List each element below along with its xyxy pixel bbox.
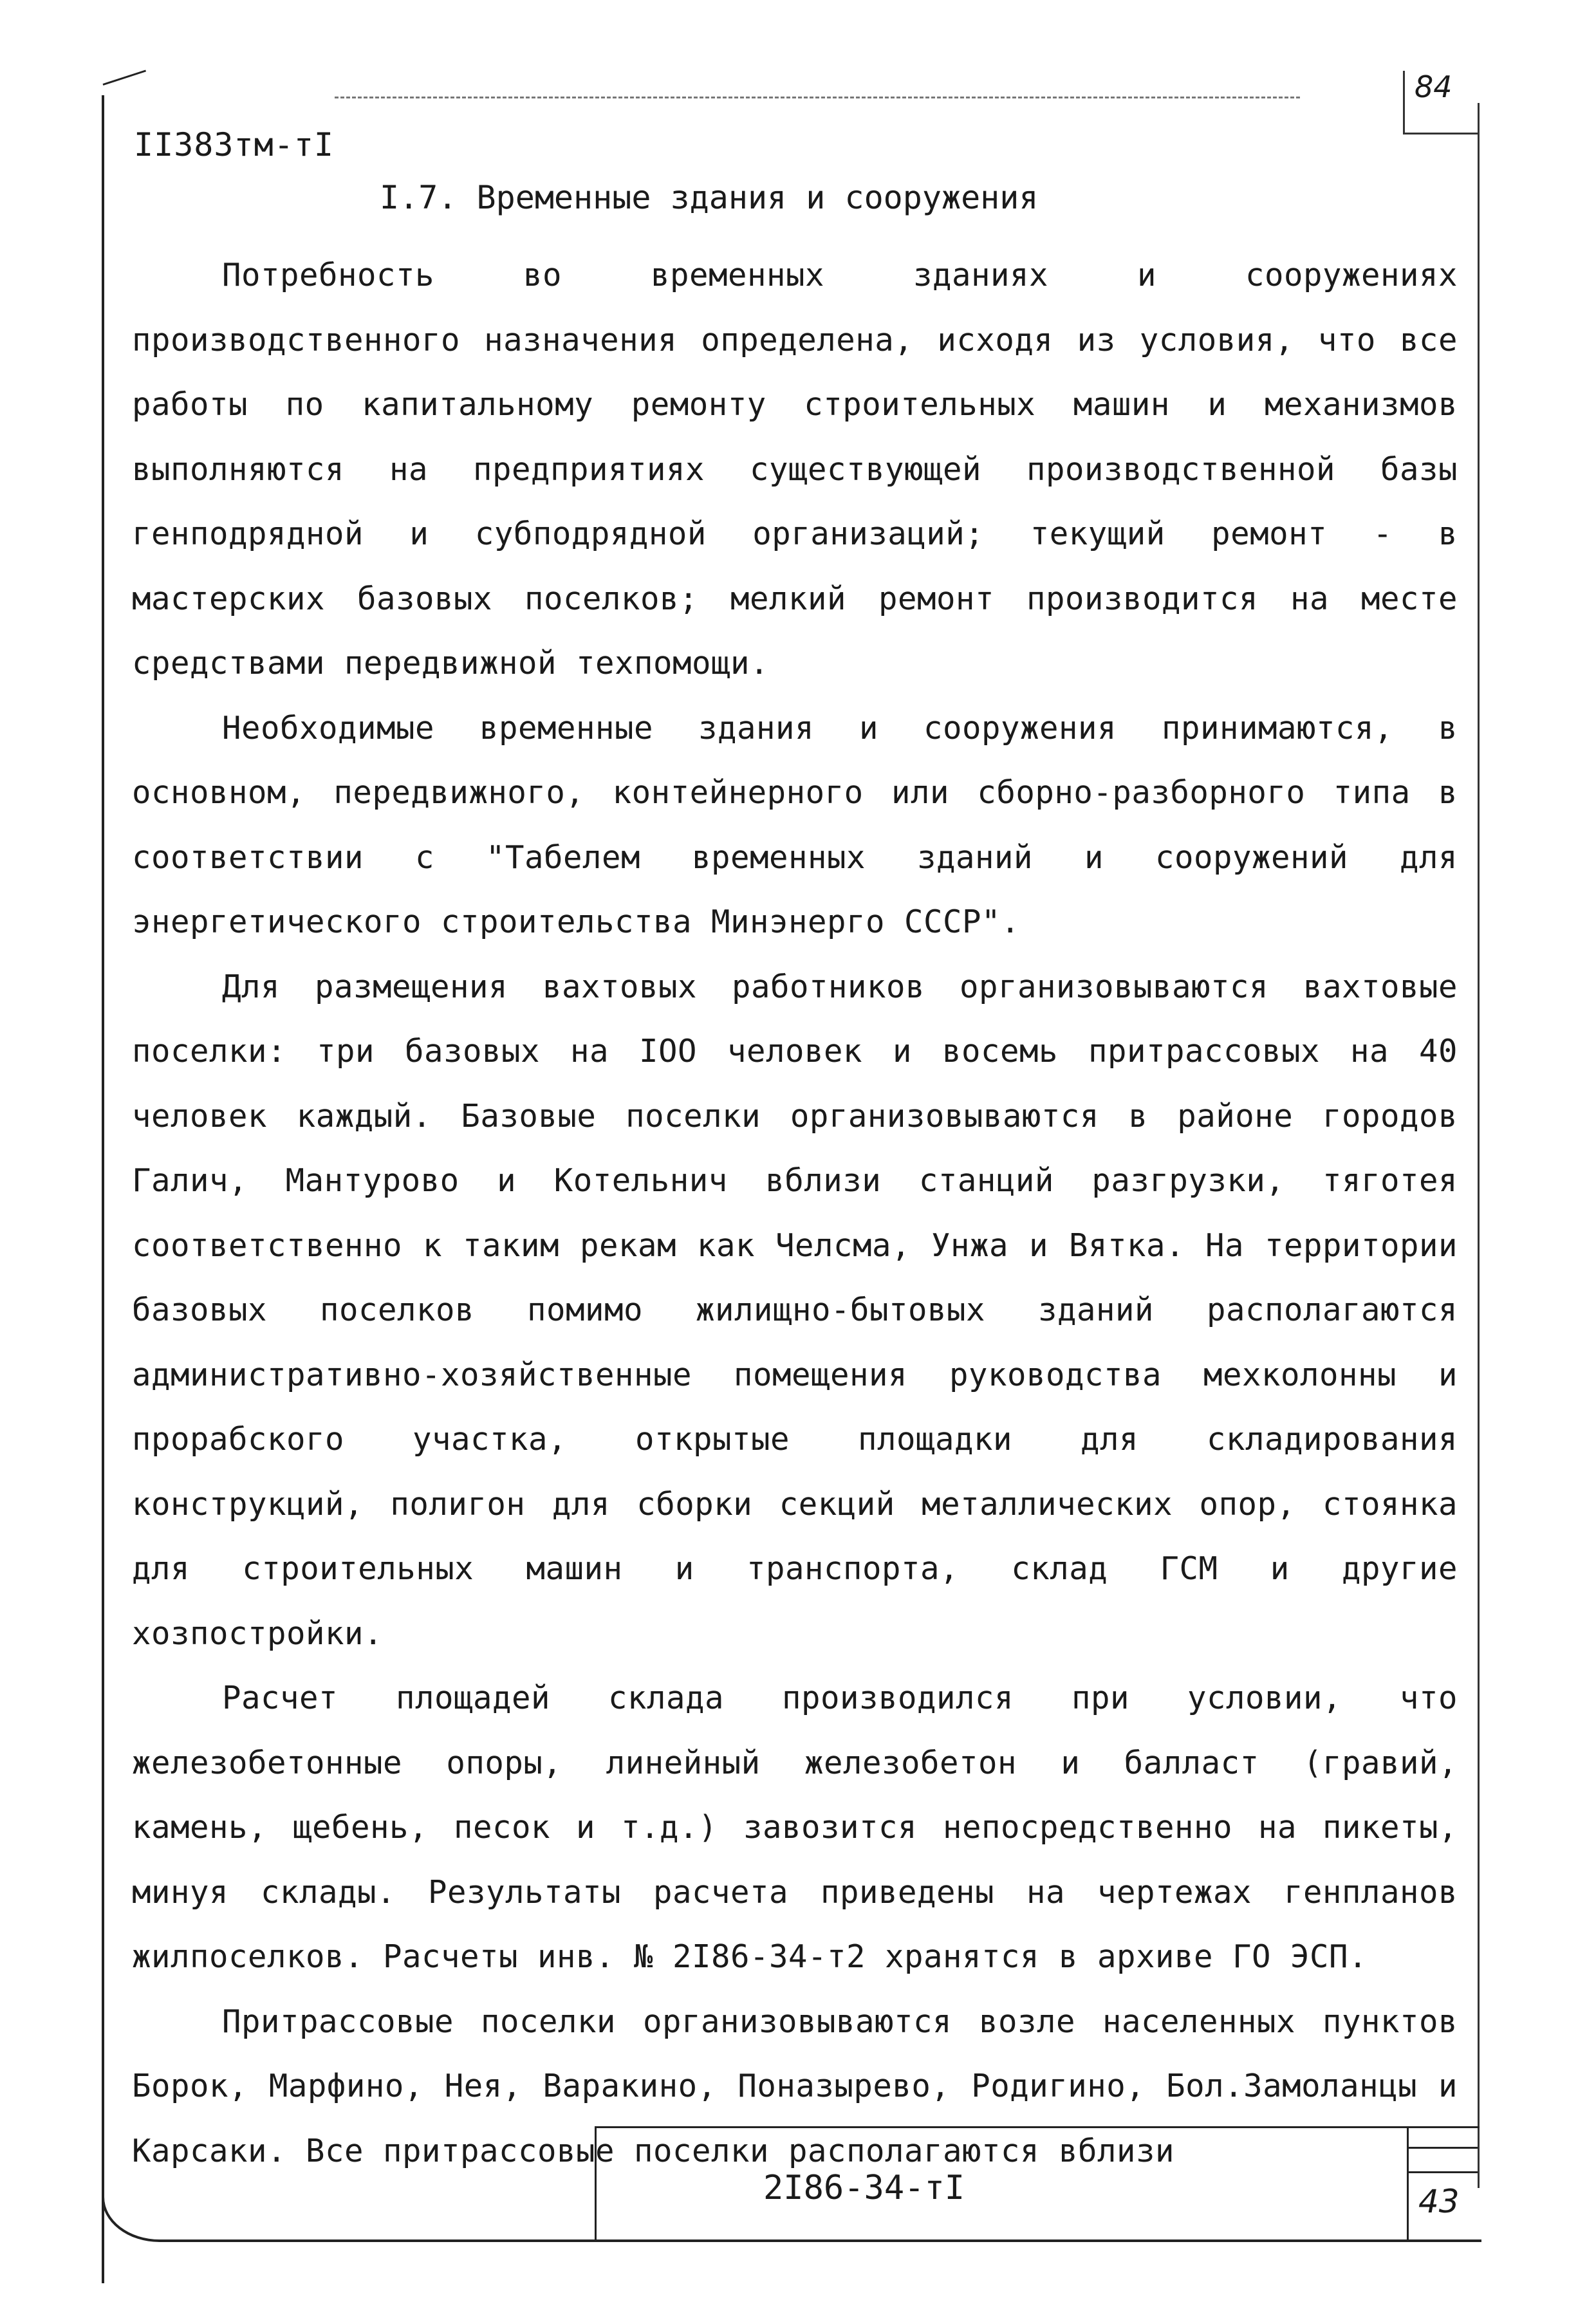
frame-left-border [102, 95, 104, 2283]
body-text [132, 243, 1458, 2184]
title-block-divider [1407, 2147, 1478, 2149]
title-block [595, 2126, 1480, 2241]
paragraph-1: Потребность во временных зданиях и сооружениях производственного назначения определена, исходя из условия, что все работы по капитальному ремонту строительных машин и механизмов выполняются на предприятиях существующей производственной базы генподрядной и субподрядной организаций; текущий ремонт - в мастерских базовых поселков; мелкий ремонт производится на месте средствами передвижной техпомощи. [132, 257, 1458, 681]
sheet-number: 43 [1418, 2183, 1460, 2220]
frame-right-border [1478, 103, 1480, 2188]
frame-corner-mark [103, 70, 147, 85]
paragraph-5: Притрассовые поселки организовываются возле населенных пунктов Борок, Марфино, Нея, Варакино, Поназырево, Родигино, Бол.Замоланцы и Карсаки. Все притрассовые поселки располагаются вблизи [132, 2003, 1458, 2169]
section-title: I.7. Временные здания и сооружения [380, 179, 1039, 216]
paragraph-3: Для размещения вахтовых работников организовываются вахтовые поселки: три базовых на IOO человек и восемь притрассовых на 40 человек каждый. Базовые поселки организовываются в районе городов Галич, Мантурово и Котельнич вблизи станций разгрузки, тяготея соответственно к таким рекам как Челсма, Унжа и Вятка. На территории базовых поселков помимо жилищно-бытовых зданий располагаются административно-хозяйственные помещения руководства мехколонны и прорабского участка, открытые площадки для складирования конструкций, полигон для сборки секций металлических опор, стоянка для строительных машин и транспорта, склад ГСМ и другие хозпостройки. [132, 968, 1458, 1652]
paragraph-4: Расчет площадей склада производился при условии, что железобетонные опоры, линейный железобетон и балласт (гравий, камень, щебень, песок и т.д.) завозится непосредственно на пикеты, минуя склады. Результаты расчета приведены на чертежах генпланов жилпоселков. Расчеты инв. № 2I86-34-т2 хранятся в архиве ГО ЭСП. [132, 1680, 1458, 1975]
page-number: 84 [1415, 70, 1452, 104]
title-block-code: 2I86-34-тI [763, 2169, 965, 2207]
paragraph-2: Необходимые временные здания и сооружения принимаются, в основном, передвижного, контейнерного или сборно-разборного типа в соответствии с "Табелем временных зданий и сооружений для энергетического строительства Минэнерго СССР". [132, 709, 1458, 940]
frame-top-line [335, 97, 1300, 98]
title-block-divider [1407, 2171, 1478, 2173]
document-code: II383тм-тI [134, 126, 335, 163]
